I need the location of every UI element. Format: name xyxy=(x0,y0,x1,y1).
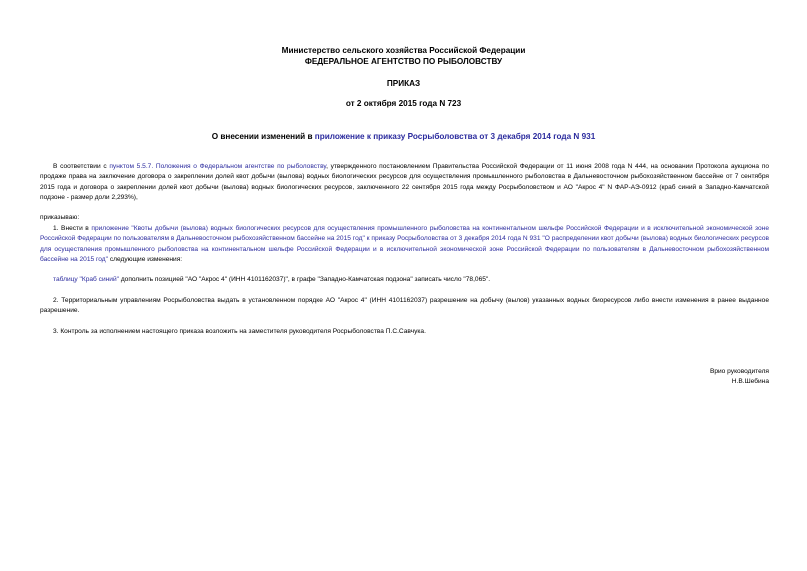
item-1-change-paragraph xyxy=(40,275,769,285)
item-1-text-2: следующие изменения: xyxy=(108,256,183,264)
item-1-change-text: дополнить позицией "АО "Акрос 4" (ИНН 4101162037)", в графе "Западно-Камчатская подзона" записать число "78,065". xyxy=(118,276,491,283)
doc-title xyxy=(0,131,807,142)
item-2-paragraph: 2. Территориальным управлениям Росрыболовства выдать в установленном порядке АО "Акрос 4" (ИНН 4101162037) разрешение на добычу (вылов) указанных водных биоресурсов либо внести изменения в ранее выданное разрешение. xyxy=(40,297,769,315)
agency-name: ФЕДЕРАЛЬНОЕ АГЕНТСТВО ПО РЫБОЛОВСТВУ xyxy=(304,57,503,66)
preamble-text-3: , на основании Протокола аукциона по продаже права на заключение договора о закреплении долей квот добычи (вылова) водных биологических ресурсов для осуществления промышленного рыболовства в Дальневосточном рыбохозяйственном бассейне от 7 сентября 2015 года и договора о закреплении долей квот добычи (вылова) водных биологических ресурсов, заключенного 22 сентября 2015 года между Росрыболовством и АО "Акрос 4" N ФАР-АЭ-0912 (краб синий в Западно-Камчатской подзоне - размер доли 2,293%), xyxy=(40,163,770,202)
doc-type: ПРИКАЗ xyxy=(386,79,421,88)
signature-position: Врио руководителя xyxy=(709,368,769,375)
title-prefix: О внесении изменений в xyxy=(211,132,315,141)
order-word: приказываю: xyxy=(40,214,80,221)
ministry-name: Министерство сельского хозяйства Российской Федерации xyxy=(281,46,526,55)
preamble-text-2: , утвержденного постановлением Правительства Российской Федерации от 11 июня 2008 года N 444 xyxy=(326,163,647,170)
item-3-paragraph: 3. Контроль за исполнением настоящего приказа возложить на заместителя руководителя Росрыболовства П.С.Савчука. xyxy=(53,328,426,335)
item-1-change-link[interactable]: таблицу "Краб синий" xyxy=(53,276,119,283)
item-1-link[interactable]: приложение "Квоты добычи (вылова) водных биологических ресурсов для осуществления промышленного рыболовства на континентальном шельфе Российской Федерации и в исключительной экономической зоне Российской Федерации по пользователям в Дальневосточном рыбохозяйственном бассейне на 2015 год" к приказу Росрыболовства от 3 декабря 2014 года N 931 "О распределении квот добычи (вылова) водных биологических ресурсов для осуществления промышленного рыболовства на континентальном шельфе Российской Федерации и в исключительной экономической зоне Российской Федерации по пользователям в Дальневосточном рыбохозяйственном бассейне на 2015 год" xyxy=(40,225,769,264)
item-1-text-1: 1. Внести в xyxy=(53,225,92,232)
signature-name: Н.В.Шебина xyxy=(731,378,769,385)
doc-date: от 2 октября 2015 года N 723 xyxy=(345,99,462,108)
preamble-text-1: В соответствии с xyxy=(53,163,110,170)
item-1-paragraph xyxy=(40,224,769,266)
title-link[interactable]: приложение к приказу Росрыболовства от 3 декабря 2014 года N 931 xyxy=(314,132,596,141)
preamble-link-1[interactable]: пунктом 5.5.7. Положения о Федеральном агентстве по рыболовству xyxy=(109,163,327,170)
preamble-paragraph xyxy=(40,162,769,204)
